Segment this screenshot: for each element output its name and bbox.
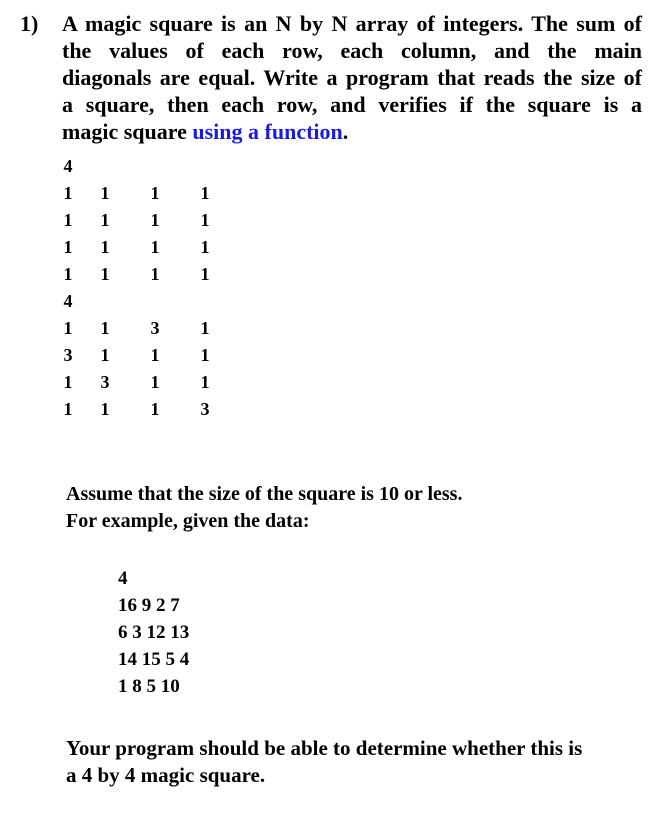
square2-size: 4	[63, 291, 73, 311]
matrix-cell: 1	[200, 264, 210, 284]
matrix-cell: 1	[100, 237, 110, 257]
square1-size-row	[56, 153, 230, 180]
matrix-cell: 1	[100, 399, 110, 419]
example-row: 14 15 5 4	[118, 649, 190, 670]
sample-input-block	[56, 153, 230, 423]
conclusion-line: a 4 by 4 magic square.	[66, 763, 266, 787]
example-row: 6 3 12 13	[118, 622, 190, 643]
question-line: diagonals are equal. Write a program that reads the size of	[62, 65, 642, 90]
matrix-cell: 1	[63, 399, 73, 419]
matrix-cell: 1	[200, 372, 210, 392]
square2-row	[56, 396, 230, 423]
matrix-cell: 1	[200, 345, 210, 365]
matrix-cell: 1	[200, 318, 210, 338]
assumption-block	[66, 481, 462, 535]
example-row: 16 9 2 7	[118, 595, 180, 616]
assumption-line: Assume that the size of the square is 10 or less.	[66, 483, 463, 505]
matrix-cell: 1	[100, 183, 110, 203]
matrix-cell: 1	[100, 264, 110, 284]
matrix-cell: 1	[63, 210, 73, 230]
matrix-cell: 3	[63, 345, 73, 365]
example-row: 1 8 5 10	[118, 676, 180, 697]
question-last-line-prefix: magic square	[62, 119, 193, 144]
example-size: 4	[118, 568, 128, 589]
matrix-cell: 1	[200, 237, 210, 257]
square2-row	[56, 369, 230, 396]
matrix-cell: 1	[63, 183, 73, 203]
matrix-cell: 1	[200, 210, 210, 230]
square2-size-row	[56, 288, 230, 315]
question-text	[62, 10, 642, 145]
question-last-line	[62, 118, 642, 145]
conclusion-block	[66, 735, 646, 789]
matrix-cell: 1	[150, 183, 160, 203]
conclusion-line: Your program should be able to determine whether this is	[66, 736, 583, 760]
question-line: A magic square is an N by N array of integers. The sum of	[62, 11, 642, 36]
matrix-cell: 3	[100, 372, 110, 392]
example-data-block	[118, 565, 189, 700]
question-last-line-suffix: .	[342, 119, 349, 144]
matrix-cell: 1	[63, 237, 73, 257]
example-intro-line: For example, given the data:	[66, 510, 310, 532]
matrix-cell: 1	[150, 210, 160, 230]
square1-row	[56, 207, 230, 234]
matrix-cell: 1	[63, 372, 73, 392]
matrix-cell: 1	[100, 210, 110, 230]
matrix-cell: 1	[100, 318, 110, 338]
matrix-cell: 1	[63, 264, 73, 284]
matrix-cell: 3	[200, 399, 210, 419]
square1-row	[56, 180, 230, 207]
question-line: a square, then each row, and verifies if the square is a	[62, 92, 642, 117]
matrix-cell: 1	[150, 264, 160, 284]
matrix-cell: 1	[200, 183, 210, 203]
matrix-cell: 1	[150, 372, 160, 392]
square2-row	[56, 342, 230, 369]
square1-row	[56, 261, 230, 288]
question-number: 1)	[20, 11, 39, 36]
question-line: the values of each row, each column, and the main	[62, 38, 642, 63]
matrix-cell: 1	[150, 399, 160, 419]
matrix-cell: 1	[150, 345, 160, 365]
highlighted-requirement: using a function	[192, 119, 343, 144]
square1-row	[56, 234, 230, 261]
matrix-cell: 1	[63, 318, 73, 338]
matrix-cell: 1	[150, 237, 160, 257]
matrix-cell: 3	[150, 318, 160, 338]
square1-size: 4	[63, 156, 73, 176]
matrix-cell: 1	[100, 345, 110, 365]
square2-row	[56, 315, 230, 342]
